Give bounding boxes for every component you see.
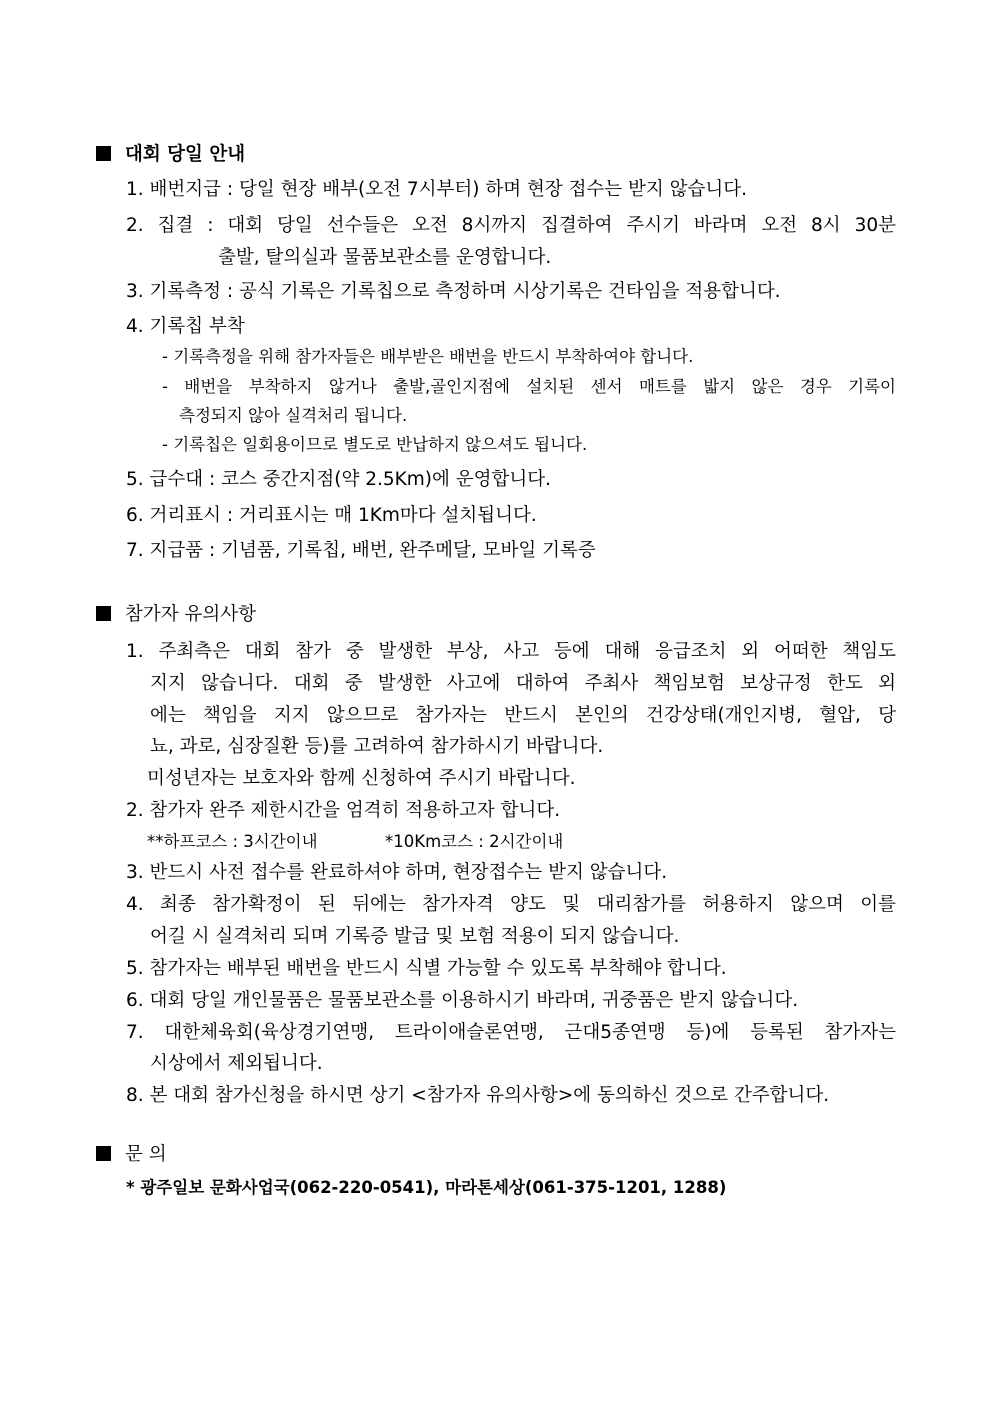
event-item-3: 3. 기록측정 : 공식 기록은 기록칩으로 측정하며 시상기록은 건타임을 적용합니다. <box>126 281 781 302</box>
event-item-4-sub-2-cont: 측정되지 않아 실격처리 됩니다. <box>179 406 408 425</box>
note-item-5: 5. 참가자는 배부된 배번을 반드시 식별 가능할 수 있도록 부착해야 합니다. <box>126 958 727 979</box>
section-title: 문 의 <box>125 1144 167 1165</box>
event-item-2: 2. 집결 : 대회 당일 선수들은 오전 8시까지 집결하여 주시기 바라며 오전 8시 30분 <box>126 215 896 236</box>
note-item-7: 7. 대한체육회(육상경기연맹, 트라이애슬론연맹, 근대5종연맹 등)에 등록된 참가자는 <box>126 1022 896 1043</box>
event-item-4-sub-2: - 배번을 부착하지 않거나 출발,골인지점에 설치된 센서 매트를 밟지 않은 경우 기록이 <box>162 377 896 396</box>
note-item-2: 2. 참가자 완주 제한시간을 엄격히 적용하고자 합니다. <box>126 800 561 821</box>
note-item-1: 1. 주최측은 대회 참가 중 발생한 부상, 사고 등에 대해 응급조치 외 어떠한 책임도 <box>126 641 896 662</box>
note-item-7-cont: 시상에서 제외됩니다. <box>150 1053 323 1074</box>
section-heading-event-day <box>96 142 245 168</box>
event-item-2-cont: 출발, 탈의실과 물품보관소를 운영합니다. <box>218 247 552 268</box>
note-item-2-half-course: **하프코스 : 3시간이내 <box>147 832 318 851</box>
section-title: 참가자 유의사항 <box>125 604 256 625</box>
note-item-1-cont-3: 뇨, 과로, 심장질환 등)를 고려하여 참가하시기 바랍니다. <box>150 736 604 757</box>
note-item-2-10k-course: *10Km코스 : 2시간이내 <box>385 832 564 851</box>
event-item-5: 5. 급수대 : 코스 중간지점(약 2.5Km)에 운영합니다. <box>126 469 551 490</box>
contact-info: * 광주일보 문화사업국(062-220-0541), 마라톤세상(061-375-1201, 1288) <box>126 1178 727 1197</box>
section-title: 대회 당일 안내 <box>125 144 246 165</box>
note-item-1-cont-1: 지지 않습니다. 대회 중 발생한 사고에 대하여 주최사 책임보험 보상규정 한도 외 <box>150 673 896 694</box>
note-item-1-cont-2: 에는 책임을 지지 않으므로 참가자는 반드시 본인의 건강상태(개인지병, 혈압, 당 <box>150 705 896 726</box>
event-item-6: 6. 거리표시 : 거리표시는 매 1Km마다 설치됩니다. <box>126 505 537 526</box>
event-item-4: 4. 기록칩 부착 <box>126 316 245 337</box>
section-heading-inquiry <box>96 1142 167 1168</box>
note-item-6: 6. 대회 당일 개인물품은 물품보관소를 이용하시기 바라며, 귀중품은 받지 않습니다. <box>126 990 799 1011</box>
event-item-4-sub-3: - 기록칩은 일회용이므로 별도로 반납하지 않으셔도 됩니다. <box>162 435 588 454</box>
note-item-8: 8. 본 대회 참가신청을 하시면 상기 <참가자 유의사항>에 동의하신 것으로 간주합니다. <box>126 1085 830 1106</box>
event-item-7: 7. 지급품 : 기념품, 기록칩, 배번, 완주메달, 모바일 기록증 <box>126 540 596 561</box>
note-item-3: 3. 반드시 사전 접수를 완료하셔야 하며, 현장접수는 받지 않습니다. <box>126 862 668 883</box>
square-bullet-icon <box>96 606 111 621</box>
event-item-4-sub-1: - 기록측정을 위해 참가자들은 배부받은 배번을 반드시 부착하여야 합니다. <box>162 347 694 366</box>
square-bullet-icon <box>96 1146 111 1161</box>
note-item-4: 4. 최종 참가확정이 된 뒤에는 참가자격 양도 및 대리참가를 허용하지 않으며 이를 <box>126 894 896 915</box>
event-item-1: 1. 배번지급 : 당일 현장 배부(오전 7시부터) 하며 현장 접수는 받지 않습니다. <box>126 179 748 200</box>
note-item-1-minor: 미성년자는 보호자와 함께 신청하여 주시기 바랍니다. <box>147 768 576 789</box>
square-bullet-icon <box>96 146 111 161</box>
section-heading-participant-notes <box>96 602 256 628</box>
note-item-4-cont: 어길 시 실격처리 되며 기록증 발급 및 보험 적용이 되지 않습니다. <box>150 926 680 947</box>
